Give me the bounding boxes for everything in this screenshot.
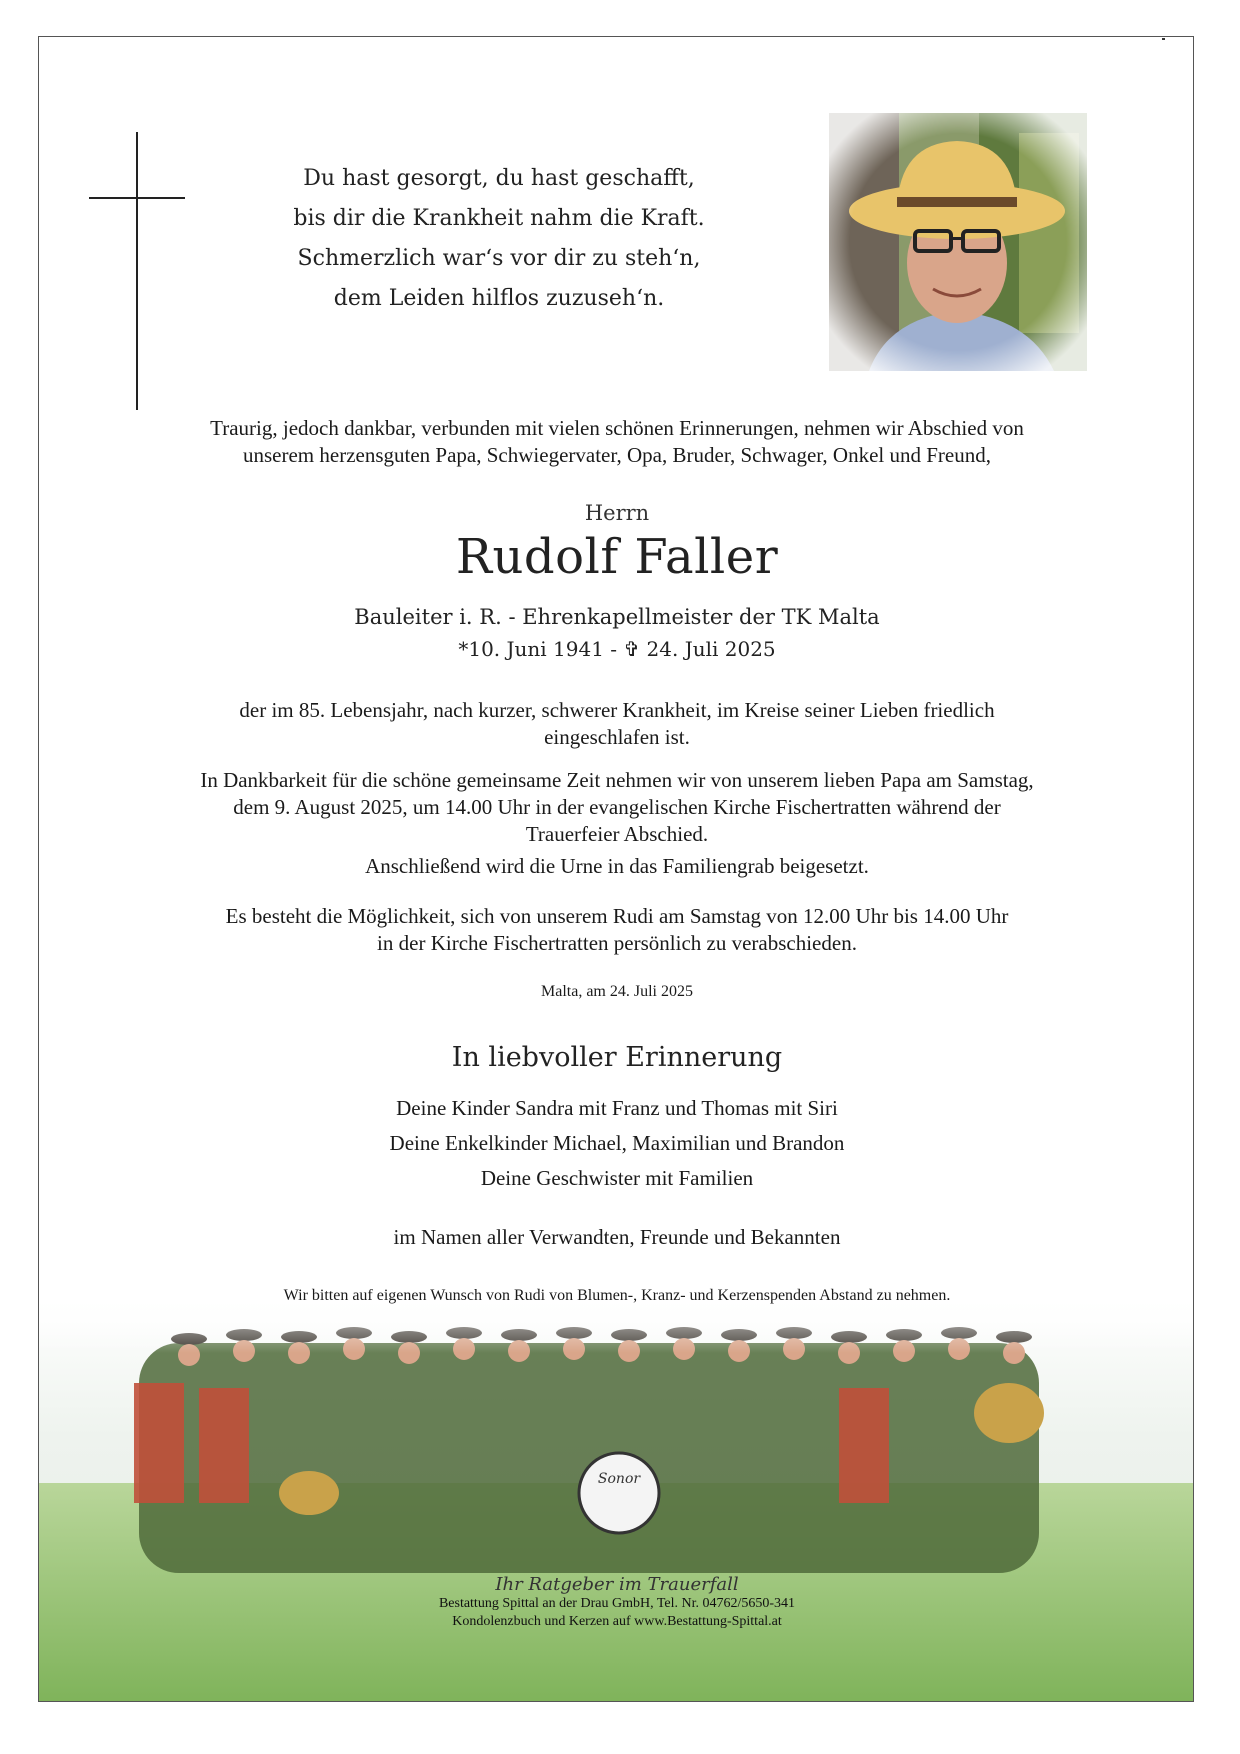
viewing-line: Es besteht die Möglichkeit, sich von unserem Rudi am Samstag von 12.00 Uhr bis 14.00 Uhr (225, 904, 1009, 928)
salutation: Herrn (584, 501, 650, 525)
obituary-sheet (38, 36, 1194, 1702)
cross-icon-bar (89, 197, 185, 199)
on-behalf-text: im Namen aller Verwandten, Freunde und Bekannten (393, 1225, 841, 1249)
intro-line: unserem herzensguten Papa, Schwiegervater, Opa, Bruder, Schwager, Onkel und Freund, (243, 443, 991, 467)
funeral-home-footer (239, 1574, 995, 1631)
cross-icon (136, 132, 138, 410)
band-group-photo (39, 1293, 1194, 1702)
passing-line: der im 85. Lebensjahr, nach kurzer, schwerer Krankheit, im Kreise seiner Lieben friedlich (239, 698, 995, 722)
drum-label: Sonor (597, 1471, 641, 1487)
ceremony-line: dem 9. August 2025, um 14.00 Uhr in der evangelischen Kirche Fischertratten während der (233, 795, 1001, 819)
footer-slogan: Ihr Ratgeber im Trauerfall (495, 1574, 739, 1595)
donation-request: Wir bitten auf eigenen Wunsch von Rudi von Blumen-, Kranz- und Kerzenspenden Abstand zu nehmen. (283, 1287, 951, 1304)
poem-line: Du hast gesorgt, du hast geschafft, (303, 166, 695, 191)
intro-text (129, 415, 1105, 469)
deceased-name: Rudolf Faller (455, 529, 779, 585)
place-date: Malta, am 24. Juli 2025 (541, 983, 693, 1000)
footer-company: Bestattung Spittal an der Drau GmbH, Tel. Nr. 04762/5650-341 (438, 1596, 796, 1611)
life-dates: *10. Juni 1941 - ✞ 24. Juli 2025 (458, 637, 776, 661)
ceremony-text (129, 767, 1105, 848)
urn-text: Anschließend wird die Urne in das Familiengrab beigesetzt. (365, 854, 869, 878)
viewing-line: in der Kirche Fischertratten persönlich zu verabschieden. (377, 931, 857, 955)
scan-mark (1162, 38, 1165, 40)
footer-condolence: Kondolenzbuch und Kerzen auf www.Bestattung-Spittal.at (452, 1614, 782, 1629)
ceremony-line: In Dankbarkeit für die schöne gemeinsame Zeit nehmen wir von unserem lieben Papa am Samstag, (200, 768, 1034, 792)
family-line: Deine Kinder Sandra mit Franz und Thomas mit Siri (396, 1096, 838, 1120)
ceremony-line: Trauerfeier Abschied. (525, 822, 709, 846)
poem (259, 159, 739, 319)
family-list (129, 1091, 1105, 1196)
poem-line: dem Leiden hilflos zuzuseh‘n. (333, 286, 665, 311)
family-line: Deine Enkelkinder Michael, Maximilian und Brandon (389, 1131, 845, 1155)
poem-line: Schmerzlich war‘s vor dir zu steh‘n, (297, 246, 701, 271)
viewing-text (129, 903, 1105, 957)
intro-line: Traurig, jedoch dankbar, verbunden mit vielen schönen Erinnerungen, nehmen wir Abschied von (210, 416, 1024, 440)
passing-text (129, 697, 1105, 751)
passing-line: eingeschlafen ist. (544, 725, 690, 749)
deceased-title: Bauleiter i. R. - Ehrenkapellmeister der TK Malta (354, 605, 880, 629)
memory-heading: In liebvoller Erinnerung (451, 1042, 783, 1073)
family-line: Deine Geschwister mit Familien (480, 1166, 754, 1190)
portrait-photo (829, 113, 1087, 371)
poem-line: bis dir die Krankheit nahm die Kraft. (293, 206, 705, 231)
